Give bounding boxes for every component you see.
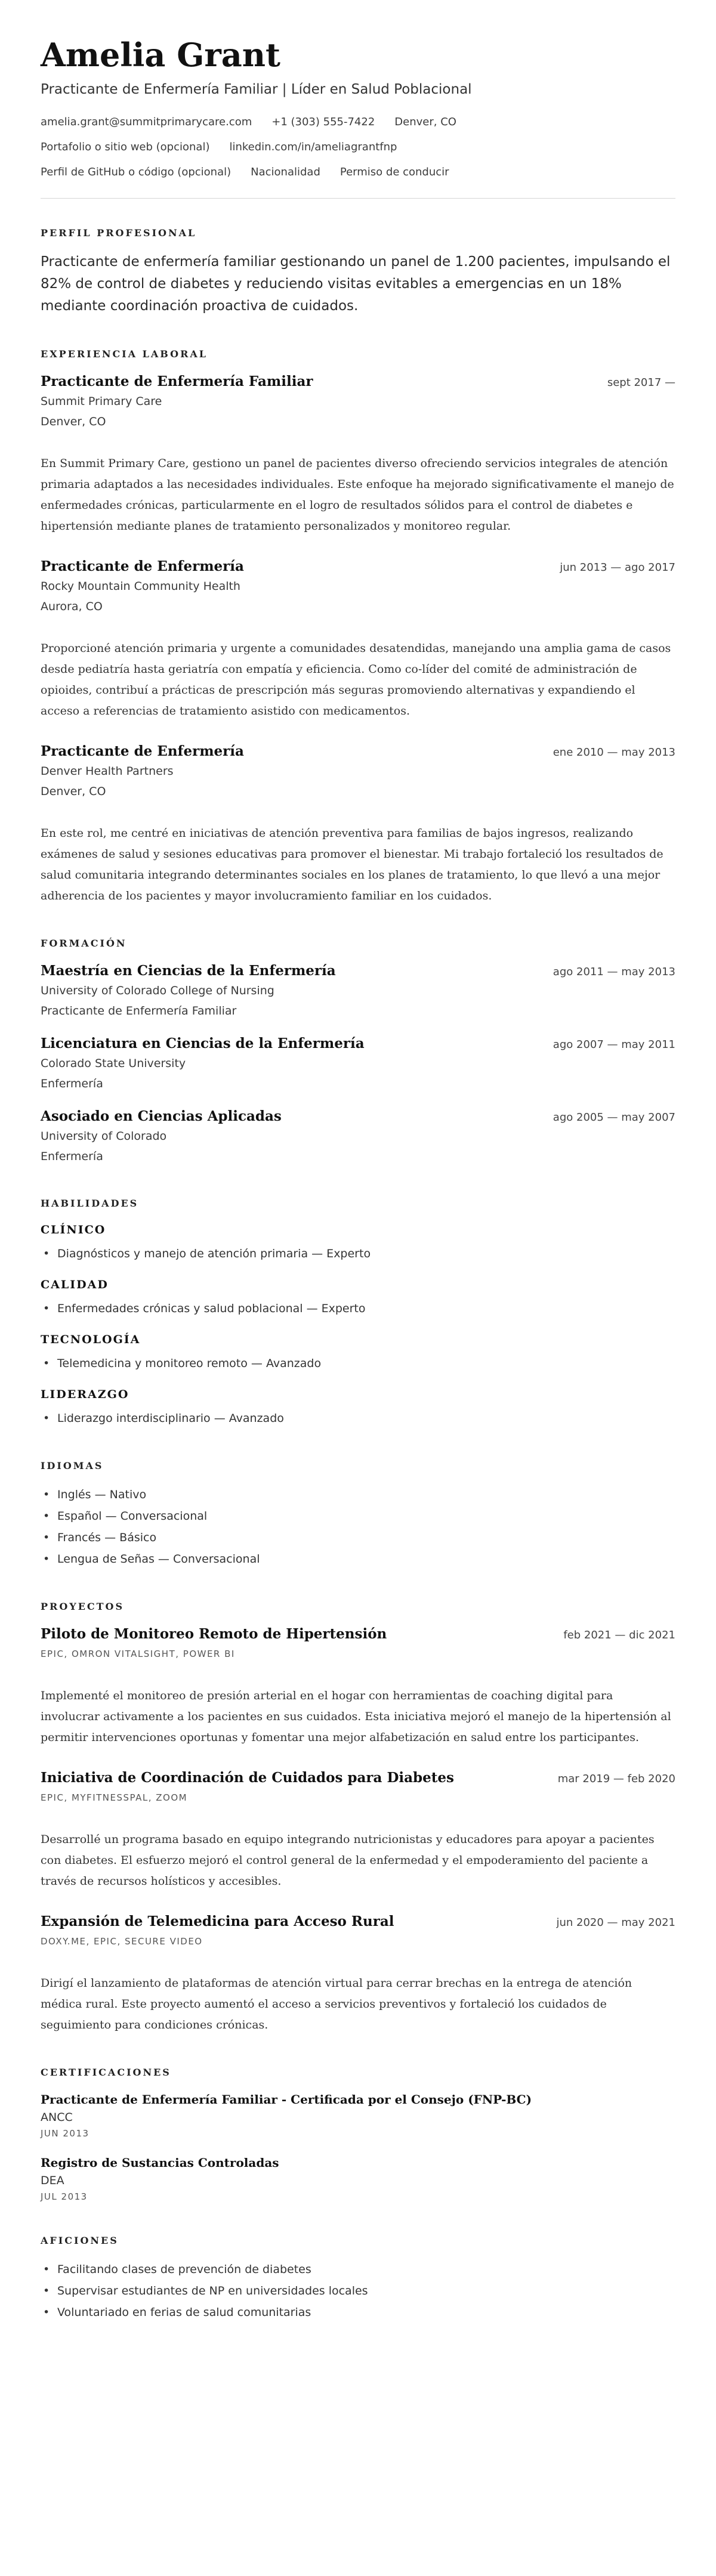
education-entry: [41, 1107, 675, 1167]
job-company: Summit Primary Care: [41, 395, 162, 408]
contact-nationality: Nacionalidad: [251, 166, 320, 178]
skill-group: [41, 1221, 675, 1264]
degree-dates: ago 2005 — may 2007: [553, 1111, 675, 1124]
education-entry: [41, 961, 675, 1021]
cert-issuer: DEA: [41, 2174, 64, 2187]
language-item: • Inglés — Nativo: [57, 1484, 675, 1505]
project-dates: jun 2020 — may 2021: [556, 1916, 675, 1929]
candidate-headline: Practicante de Enfermería Familiar | Líder en Salud Poblacional: [41, 82, 472, 97]
hobbies-section: [41, 2235, 675, 2323]
skill-item: • Enfermedades crónicas y salud poblacional — Experto: [57, 1298, 675, 1319]
project-tech: EPIC, OMRON VITALSIGHT, POWER BI: [41, 1649, 235, 1659]
skill-category: CALIDAD: [41, 1278, 109, 1291]
project-description: Desarrollé un programa basado en equipo integrando nutricionistas y educadores para apoyar a pacientes con diabetes. El esfuerzo mejoró el control general de la enfermedad y el empoderamiento del paciente a través de recursos holísticos y accesibles.: [41, 1833, 655, 1888]
contact-github[interactable]: Perfil de GitHub o código (opcional): [41, 166, 232, 178]
project-entry: [41, 1768, 675, 1892]
job-dates: sept 2017 —: [607, 376, 675, 389]
experience-entry: [41, 742, 675, 907]
project-entry: [41, 1625, 675, 1748]
cert-date: JUN 2013: [41, 2128, 90, 2139]
degree-title: Maestría en Ciencias de la Enfermería: [41, 963, 336, 979]
project-tech: DOXY.ME, EPIC, SECURE VIDEO: [41, 1936, 203, 1947]
project-name: Piloto de Monitoreo Remoto de Hipertensión: [41, 1626, 387, 1642]
section-title: CERTIFICACIONES: [41, 2067, 171, 2078]
contact-row-links: [41, 140, 675, 155]
cert-issuer: ANCC: [41, 2111, 73, 2124]
skill-group: [41, 1276, 675, 1319]
section-title: HABILIDADES: [41, 1198, 139, 1209]
resume-header: [41, 36, 675, 180]
section-title: PROYECTOS: [41, 1601, 125, 1612]
skill-category: CLÍNICO: [41, 1223, 106, 1236]
profile-summary: Practicante de enfermería familiar gestionando un panel de 1.200 pacientes, impulsando el 82% de control de diabetes y reduciendo visitas evitables a emergencias en un 18% mediante coordinación proactiva de cuidados.: [41, 254, 671, 314]
experience-entry: [41, 372, 675, 537]
skill-group: [41, 1386, 675, 1429]
degree-school: University of Colorado College of Nursing: [41, 984, 274, 997]
degree-dates: ago 2007 — may 2011: [553, 1038, 675, 1051]
skill-item: • Diagnósticos y manejo de atención primaria — Experto: [57, 1243, 675, 1264]
project-tech: EPIC, MYFITNESSPAL, ZOOM: [41, 1792, 188, 1803]
cert-name: Registro de Sustancias Controladas: [41, 2156, 279, 2170]
skill-category: TECNOLOGÍA: [41, 1333, 141, 1346]
contact-location: Denver, CO: [394, 116, 456, 128]
project-description: Dirigí el lanzamiento de plataformas de atención virtual para cerrar brechas en la entrega de atención médica rural. Este proyecto aumentó el acceso a servicios preventivos y fortaleció los cuidados de seguimiento para condiciones crónicas.: [41, 1977, 632, 2031]
certifications-section: [41, 2067, 675, 2204]
degree-school: Colorado State University: [41, 1057, 186, 1070]
job-location: Denver, CO: [41, 415, 106, 428]
cert-date: JUL 2013: [41, 2191, 88, 2202]
project-name: Iniciativa de Coordinación de Cuidados para Diabetes: [41, 1770, 454, 1786]
education-entry: [41, 1034, 675, 1094]
contact-phone[interactable]: +1 (303) 555-7422: [271, 116, 375, 128]
candidate-name: Amelia Grant: [41, 36, 280, 74]
job-location: Aurora, CO: [41, 600, 103, 613]
degree-dates: ago 2011 — may 2013: [553, 966, 675, 978]
job-dates: jun 2013 — ago 2017: [560, 561, 675, 574]
header-divider: [41, 198, 675, 199]
certification-entry: [41, 2091, 675, 2141]
job-dates: ene 2010 — may 2013: [553, 746, 675, 759]
job-description: En Summit Primary Care, gestiono un panel de pacientes diverso ofreciendo servicios integrales de atención primaria adaptados a las necesidades individuales. Este enfoque ha mejorado significativamente el manejo de enfermedades crónicas, particularmente en el logro de resultados sólidos para el control de diabetes e hipertensión mediante planes de tratamiento personalizados y monitoreo regular.: [41, 457, 674, 533]
skill-item: • Liderazgo interdisciplinario — Avanzado: [57, 1408, 675, 1429]
hobby-item: • Facilitando clases de prevención de diabetes: [57, 2259, 675, 2280]
project-name: Expansión de Telemedicina para Acceso Rural: [41, 1913, 394, 1929]
job-description: En este rol, me centré en iniciativas de atención preventiva para familias de bajos ingresos, realizando exámenes de salud y sesiones educativas para promover el bienestar. Mi trabajo fortaleció los resultados de salud comunitaria integrando determinantes sociales en los planes de tratamiento, lo que llevó a una mejor adherencia de los pacientes y mayor involucramiento familiar en los cuidados.: [41, 827, 663, 902]
job-location: Denver, CO: [41, 785, 106, 798]
degree-title: Asociado en Ciencias Aplicadas: [41, 1108, 282, 1124]
section-title: FORMACIÓN: [41, 938, 127, 949]
language-item: • Lengua de Señas — Conversacional: [57, 1548, 675, 1570]
contact-work-permit: Permiso de conducir: [340, 166, 449, 178]
skill-group: [41, 1331, 675, 1374]
job-title: Practicante de Enfermería: [41, 558, 244, 574]
experience-section: [41, 348, 675, 907]
hobby-item: • Voluntariado en ferias de salud comunitarias: [57, 2302, 675, 2323]
degree-field: Enfermería: [41, 1150, 103, 1163]
profile-section: [41, 227, 675, 317]
job-title: Practicante de Enfermería Familiar: [41, 373, 313, 389]
experience-entry: [41, 557, 675, 722]
contact-row-extra: [41, 165, 675, 180]
language-item: • Español — Conversacional: [57, 1505, 675, 1527]
education-section: [41, 938, 675, 1167]
degree-field: Enfermería: [41, 1077, 103, 1090]
hobby-item: • Supervisar estudiantes de NP en universidades locales: [57, 2280, 675, 2302]
contact-row-primary: [41, 115, 675, 130]
degree-field: Practicante de Enfermería Familiar: [41, 1004, 237, 1018]
job-company: Denver Health Partners: [41, 765, 174, 778]
section-title: PERFIL PROFESIONAL: [41, 227, 197, 239]
degree-title: Licenciatura en Ciencias de la Enfermería: [41, 1035, 365, 1052]
contact-email[interactable]: amelia.grant@summitprimarycare.com: [41, 116, 252, 128]
contact-linkedin[interactable]: linkedin.com/in/ameliagrantfnp: [229, 141, 397, 153]
skills-section: [41, 1198, 675, 1429]
skill-category: LIDERAZGO: [41, 1388, 129, 1401]
language-item: • Francés — Básico: [57, 1527, 675, 1548]
project-entry: [41, 1912, 675, 2036]
degree-school: University of Colorado: [41, 1130, 167, 1143]
contact-portfolio[interactable]: Portafolio o sitio web (opcional): [41, 141, 210, 153]
job-company: Rocky Mountain Community Health: [41, 580, 240, 593]
projects-section: [41, 1601, 675, 2036]
section-title: EXPERIENCIA LABORAL: [41, 348, 208, 360]
job-description: Proporcioné atención primaria y urgente a comunidades desatendidas, manejando una amplia gama de casos desde pediatría hasta geriatría con empatía y eficiencia. Como co-líder del comité de administración de opioides, contribuí a prácticas de prescripción más seguras promoviendo alternativas y expandiendo el acceso a referencias de tratamiento asistido con medicamentos.: [41, 642, 671, 718]
project-dates: feb 2021 — dic 2021: [563, 1629, 675, 1641]
section-title: IDIOMAS: [41, 1460, 104, 1471]
certification-entry: [41, 2154, 675, 2204]
project-description: Implementé el monitoreo de presión arterial en el hogar con herramientas de coaching digital para involucrar activamente a los pacientes en sus cuidados. Esta iniciativa mejoró el manejo de la hipertensión al permitir intervenciones oportunas y fomentar una mejor alfabetización en salud entre los participantes.: [41, 1689, 671, 1744]
job-title: Practicante de Enfermería: [41, 743, 244, 759]
project-dates: mar 2019 — feb 2020: [557, 1773, 675, 1785]
skill-item: • Telemedicina y monitoreo remoto — Avanzado: [57, 1353, 675, 1374]
cert-name: Practicante de Enfermería Familiar - Certificada por el Consejo (FNP-BC): [41, 2092, 532, 2107]
languages-section: [41, 1460, 675, 1570]
section-title: AFICIONES: [41, 2235, 119, 2246]
